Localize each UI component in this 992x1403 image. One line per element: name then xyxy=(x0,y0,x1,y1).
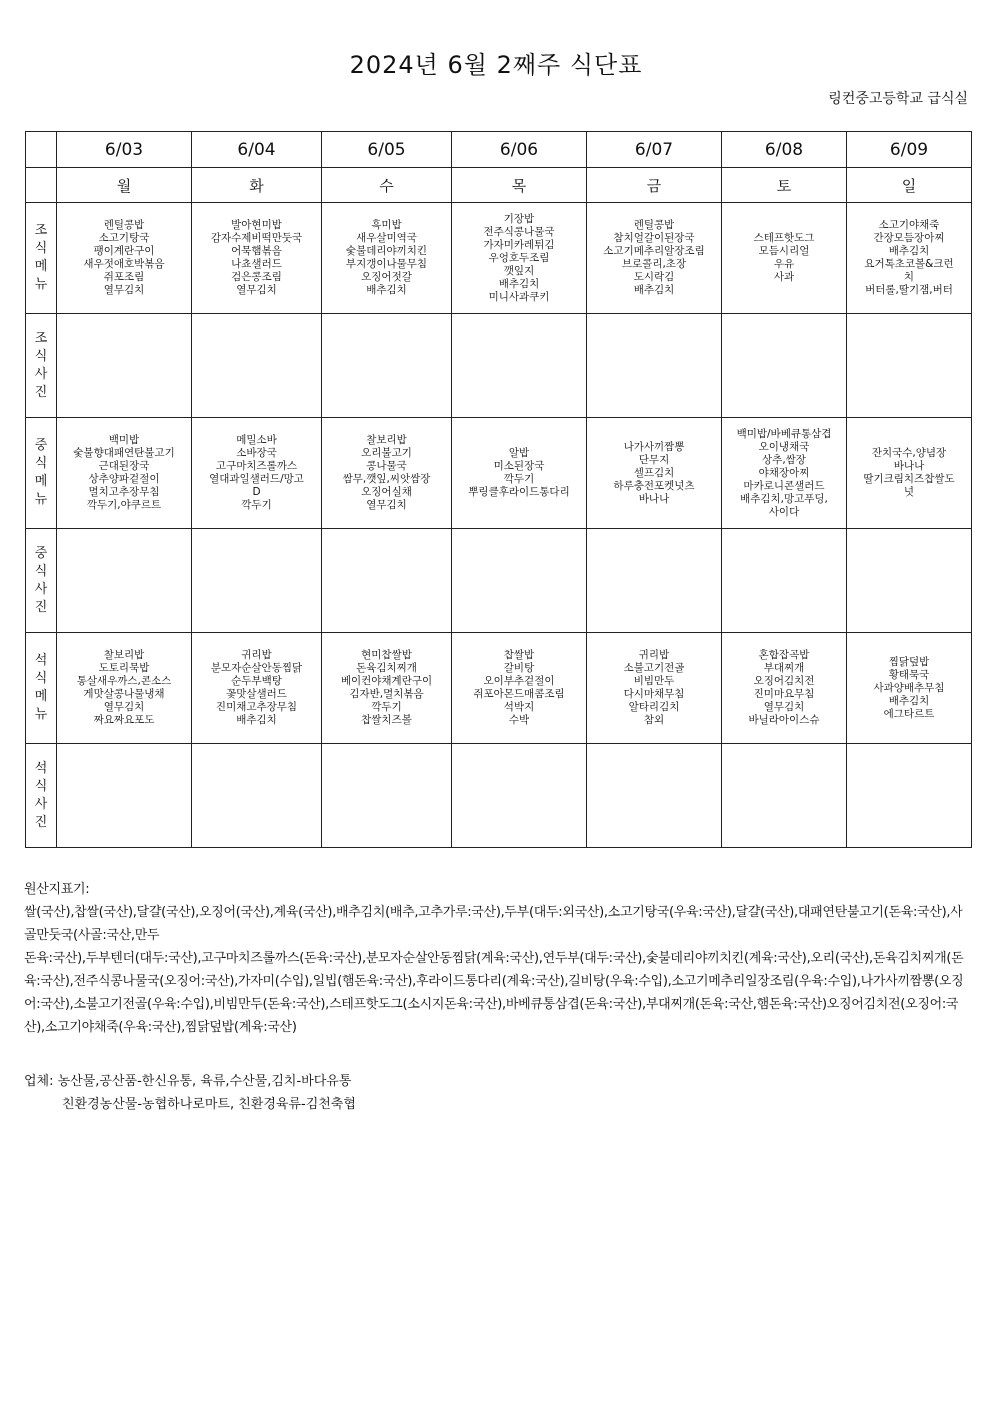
menu-item: 에그타르트 xyxy=(883,707,935,720)
row-label-char: 조 xyxy=(34,330,48,346)
lunch-menu-cell xyxy=(192,418,322,529)
dinner-photo-cell xyxy=(322,744,452,848)
breakfast-menu-cell xyxy=(587,203,722,314)
menu-item: 숯불데리야끼치킨 xyxy=(345,245,428,257)
row-label-char: 사 xyxy=(34,366,48,382)
origin-line: 돈육:국산),두부텐더(대두:국산),고구마치즈롤까스(돈육:국산),분모자순살안동찜닭(계육:국산),연두부(대두:국산),숯불데리야끼치킨(계육:국산),오리(국산),돈육김치찌개(돈육:국산),전주식콩나물국(오징어:국산),가자미(수입),일빕(햄돈육:국산),후라이드통다리(계육:국산),길비탕(우육:수입),소고기메추리일장조림(우육:수입),나가사끼짬뽕(오징어:국산),소불고기전골(우육:수입),비빔만두(돈육:국산),스테프핫도그(소시지돈육:국산),바베큐통삼겹(돈육:국산),부대찌개(돈육:국산,햄돈육:국산)오징어김치전(오징어:국산),소고기야채죽(우육:국산),찜닭덮밥(계육:국산) xyxy=(24,951,964,1035)
menu-item: 단무지 xyxy=(638,453,670,466)
menu-item: 알밥 xyxy=(508,447,530,459)
origin-line: 쌀(국산),찹쌀(국산),달걀(국산),오징어(국산),계육(국산),배추김치(배추,고추가루:국산),두부(대두:외국산),소고기탕국(우육:국산),달걀(국산),대패연탄불고기(돈육:국산),사골만둣국(사골:국산,만두 xyxy=(24,905,963,943)
menu-item: 바나나 xyxy=(638,492,670,505)
day-row xyxy=(26,168,972,203)
row-label-char: 식 xyxy=(34,778,48,794)
lunch-menu-cell xyxy=(847,418,972,529)
menu-item: 요거톡초코볼&크런 xyxy=(864,258,954,270)
menu-item: 짜요짜요포도 xyxy=(93,714,155,726)
menu-item: 알타리김치 xyxy=(628,701,680,713)
row-label xyxy=(26,529,57,633)
menu-item: D xyxy=(252,486,261,498)
dinner-menu-cell xyxy=(57,633,192,744)
menu-item: 나가사끼짬뽕 xyxy=(623,440,685,453)
vendor-line: 친환경농산물-농협하나로마트, 친환경육류-김천축협 xyxy=(62,1097,356,1112)
menu-item: 열무김치 xyxy=(366,499,407,511)
row-label-char: 중 xyxy=(34,438,48,453)
date-cell: 6/05 xyxy=(322,132,452,168)
menu-item: 흑미밥 xyxy=(371,219,402,231)
menu-item: 검은콩조림 xyxy=(231,271,282,283)
menu-item: 백미밥/바베큐통삼겹 xyxy=(736,427,832,440)
menu-item: 귀리밥 xyxy=(241,649,272,661)
menu-item: 석박지 xyxy=(503,701,535,713)
day-cell: 일 xyxy=(847,168,972,203)
menu-item: 깍두기 xyxy=(241,499,272,511)
dinner-menu-cell xyxy=(722,633,847,744)
row-label-char: 메 xyxy=(34,689,48,704)
dinner-photo-cell xyxy=(57,744,192,848)
lunch-photo-cell xyxy=(322,529,452,633)
menu-item: 딸기크림치즈찹쌀도 xyxy=(863,473,955,485)
breakfast-photo-cell xyxy=(587,314,722,418)
dinner-menu-cell xyxy=(322,633,452,744)
lunch-photo-cell xyxy=(192,529,322,633)
menu-item: 소바장국 xyxy=(236,447,277,459)
menu-item: 오리불고기 xyxy=(361,447,412,459)
menu-item: 소고기야채죽 xyxy=(878,219,940,231)
menu-item: 셀프김치 xyxy=(633,466,675,479)
menu-item: 쥐포아몬드매콤조림 xyxy=(473,688,565,700)
menu-item: 치 xyxy=(903,271,915,283)
row-label-char: 석 xyxy=(34,653,48,668)
breakfast-photo-cell xyxy=(57,314,192,418)
day-cell: 금 xyxy=(587,168,722,203)
page-title: 2024년 6월 2째주 식단표 xyxy=(349,51,643,79)
menu-item: 다시마채무침 xyxy=(623,688,685,700)
menu-item: 우유 xyxy=(773,258,795,270)
menu-item: 상추양파겉절이 xyxy=(88,473,160,485)
lunch-photo-cell xyxy=(847,529,972,633)
day-cell: 화 xyxy=(192,168,322,203)
dinner-photo-cell xyxy=(587,744,722,848)
menu-item: 귀리밥 xyxy=(638,649,670,661)
dinner-photo-cell xyxy=(192,744,322,848)
row-label-char: 식 xyxy=(34,348,48,364)
menu-item: 비빔만두 xyxy=(633,675,675,687)
menu-item: 넛 xyxy=(903,486,915,498)
breakfast-menu-cell xyxy=(57,203,192,314)
menu-item: 콩나물국 xyxy=(366,460,407,472)
menu-item: 도토리묵밥 xyxy=(98,662,150,674)
menu-item: 게맛살콩나물냉채 xyxy=(83,688,165,700)
menu-item: 멸치고추장무침 xyxy=(88,486,160,498)
breakfast-menu-cell xyxy=(322,203,452,314)
menu-item: 하루충전포켓넛츠 xyxy=(613,479,695,492)
dinner-photo-cell xyxy=(452,744,587,848)
menu-item: 배추김치,망고푸딩, xyxy=(740,492,828,505)
menu-item: 진미마요무침 xyxy=(753,688,815,700)
menu-item: 베이컨야채계란구이 xyxy=(340,675,433,687)
row-label-char: 뉴 xyxy=(34,277,48,292)
dinner-menu-cell xyxy=(587,633,722,744)
day-cell: 목 xyxy=(452,168,587,203)
menu-item: 사이다 xyxy=(768,505,800,518)
date-cell: 6/09 xyxy=(847,132,972,168)
menu-item: 배추김치 xyxy=(633,284,675,296)
menu-item: 감자수제비떡만둣국 xyxy=(210,232,303,244)
row-label-char: 식 xyxy=(34,241,48,256)
menu-item: 간장모듬장아찌 xyxy=(873,232,945,244)
date-row xyxy=(26,132,972,168)
menu-item: 쌈무,깻잎,씨앗쌈장 xyxy=(342,473,431,485)
menu-item: 수박 xyxy=(508,714,530,726)
lunch-photo-cell xyxy=(57,529,192,633)
menu-item: 열무김치 xyxy=(236,284,277,296)
menu-item: 메밀소바 xyxy=(236,434,277,446)
menu-item: 배추김치 xyxy=(236,714,277,726)
menu-item: 오징어김치전 xyxy=(753,675,815,687)
row-label-char: 식 xyxy=(34,671,48,686)
menu-item: 렌틸콩밥 xyxy=(103,219,145,231)
menu-item: 모듬시리얼 xyxy=(758,245,810,257)
day-cell: 토 xyxy=(722,168,847,203)
menu-item: 렌틸콩밥 xyxy=(633,219,675,231)
dinner-photo-cell xyxy=(847,744,972,848)
row-label-char: 석 xyxy=(34,760,48,776)
menu-item: 쥐포조림 xyxy=(103,271,145,283)
row-label-char: 사 xyxy=(34,796,48,812)
menu-item: 스테프핫도그 xyxy=(753,232,815,244)
origin-heading: 원산지표기: xyxy=(24,882,90,897)
lunch-menu-cell xyxy=(57,418,192,529)
menu-item: 야채장아찌 xyxy=(758,466,810,479)
menu-item: 분모자순살안동찜닭 xyxy=(210,662,303,674)
menu-item: 찜닭덮밥 xyxy=(888,655,930,668)
menu-item: 전주식콩나물국 xyxy=(483,225,555,238)
row-label xyxy=(26,418,57,529)
date-cell: 6/06 xyxy=(452,132,587,168)
menu-item: 오징어실채 xyxy=(361,486,412,498)
menu-item: 상추,쌈장 xyxy=(762,453,806,466)
menu-item: 찹쌀치즈볼 xyxy=(361,714,412,726)
menu-item: 소불고기전골 xyxy=(623,662,685,674)
row-label xyxy=(26,744,57,848)
date-cell: 6/08 xyxy=(722,132,847,168)
menu-item: 잔치국수,양념장 xyxy=(871,447,947,459)
row-label xyxy=(26,203,57,314)
day-cell: 수 xyxy=(322,168,452,203)
row-label-char: 진 xyxy=(34,384,48,400)
vendor-line: 업체: 농산물,공산품-한신유통, 육류,수산물,김치-바다유통 xyxy=(24,1074,352,1089)
menu-item: 버터롤,딸기잼,버터 xyxy=(865,284,953,296)
menu-item: 미니사과쿠키 xyxy=(488,290,550,303)
menu-item: 우엉호두조림 xyxy=(488,251,550,264)
lunch-photo-cell xyxy=(587,529,722,633)
menu-item: 진미채고추장무침 xyxy=(215,701,298,713)
menu-item: 소고기탕국 xyxy=(98,232,150,244)
menu-item: 열무김치 xyxy=(763,701,805,713)
menu-item: 브로콜리,초장 xyxy=(621,258,687,270)
menu-item: 현미찹쌀밥 xyxy=(361,649,412,661)
row-label-char: 메 xyxy=(34,259,48,274)
menu-item: 나쵸샐러드 xyxy=(231,258,282,270)
menu-item: 소고기메추리알장조림 xyxy=(603,245,705,257)
menu-item: 열무김치 xyxy=(103,701,145,713)
menu-table xyxy=(25,131,972,848)
origin-notes xyxy=(24,878,969,1039)
menu-item: 꽃맛살샐러드 xyxy=(226,688,287,700)
lunch-menu-cell xyxy=(722,418,847,529)
row-label-char: 사 xyxy=(34,581,48,597)
vendor-notes xyxy=(24,1070,356,1116)
dinner-menu-cell xyxy=(847,633,972,744)
row-label-char: 식 xyxy=(34,563,48,579)
menu-item: 오징어젓갈 xyxy=(361,271,412,283)
menu-item: 열무김치 xyxy=(103,284,145,296)
menu-item: 깍두기 xyxy=(371,701,402,713)
menu-item: 깍두기 xyxy=(503,473,535,485)
row-label-char: 진 xyxy=(34,814,48,830)
menu-item: 바나나 xyxy=(893,460,925,472)
menu-item: 배추김치 xyxy=(498,277,540,290)
lunch-photo-cell xyxy=(722,529,847,633)
date-cell: 6/04 xyxy=(192,132,322,168)
menu-item: 황태묵국 xyxy=(888,668,930,681)
row-label-char: 뉴 xyxy=(34,492,48,507)
menu-item: 통살새우까스,콘소스 xyxy=(76,675,172,687)
menu-item: 백미밥 xyxy=(108,434,140,446)
lunch-menu-cell xyxy=(452,418,587,529)
row-label-char: 메 xyxy=(34,474,48,489)
menu-item: 참치얼갈이된장국 xyxy=(613,232,695,244)
row-label xyxy=(26,314,57,418)
menu-item: 가자미카레튀김 xyxy=(483,238,555,251)
day-cell: 월 xyxy=(57,168,192,203)
breakfast-photo-cell xyxy=(322,314,452,418)
lunch-menu-cell xyxy=(587,418,722,529)
breakfast-photo-cell xyxy=(722,314,847,418)
menu-item: 열대과일샐러드/망고 xyxy=(209,473,304,485)
menu-item: 혼합잡곡밥 xyxy=(758,649,810,661)
row-label-char: 식 xyxy=(34,456,48,471)
dinner-menu-cell xyxy=(192,633,322,744)
breakfast-menu-row xyxy=(26,203,972,314)
menu-item: 찹쌀밥 xyxy=(503,649,535,661)
menu-item: 사과양배추무침 xyxy=(873,681,945,694)
row-label-char: 조 xyxy=(34,223,48,238)
menu-item: 갈비탕 xyxy=(503,662,535,674)
menu-item: 바닐라아이스슈 xyxy=(748,714,820,726)
menu-item: 근대된장국 xyxy=(98,460,150,472)
lunch-photo-row xyxy=(26,529,972,633)
menu-item: 돈육김치찌개 xyxy=(356,662,417,674)
breakfast-menu-cell xyxy=(847,203,972,314)
menu-item: 발아현미밥 xyxy=(231,219,282,231)
breakfast-photo-cell xyxy=(452,314,587,418)
menu-item: 기장밥 xyxy=(503,212,535,225)
menu-item: 김자반,멸치볶음 xyxy=(349,688,424,700)
menu-item: 찰보리밥 xyxy=(366,434,407,446)
lunch-menu-row xyxy=(26,418,972,529)
menu-item: 배추김치 xyxy=(888,694,930,707)
dinner-photo-cell xyxy=(722,744,847,848)
dinner-photo-row xyxy=(26,744,972,848)
menu-item: 마카로니콘샐러드 xyxy=(743,479,825,492)
menu-item: 부지갱이나물무침 xyxy=(345,258,428,270)
menu-item: 고구마치즈롤까스 xyxy=(215,460,298,472)
menu-item: 숯불향대패연탄불고기 xyxy=(73,447,175,459)
menu-item: 어묵햄볶음 xyxy=(231,245,282,257)
menu-item: 참외 xyxy=(643,714,665,726)
menu-item: 오이부추겉절이 xyxy=(483,675,555,687)
menu-item: 새우젓애호박볶음 xyxy=(83,258,165,270)
date-cell: 6/07 xyxy=(587,132,722,168)
school-name: 링컨중고등학교 급식실 xyxy=(828,91,968,107)
menu-item: 부대찌개 xyxy=(763,662,805,674)
menu-item: 순두부백탕 xyxy=(231,675,282,687)
menu-item: 배추김치 xyxy=(888,245,930,257)
breakfast-photo-row xyxy=(26,314,972,418)
date-cell: 6/03 xyxy=(57,132,192,168)
menu-item: 뿌링클후라이드통다리 xyxy=(468,486,570,498)
dinner-menu-row xyxy=(26,633,972,744)
lunch-photo-cell xyxy=(452,529,587,633)
breakfast-photo-cell xyxy=(192,314,322,418)
row-label-char: 뉴 xyxy=(34,707,48,722)
breakfast-photo-cell xyxy=(847,314,972,418)
breakfast-menu-cell xyxy=(722,203,847,314)
row-label-char: 중 xyxy=(34,545,48,561)
menu-item: 새우살미역국 xyxy=(356,232,417,244)
menu-item: 찰보리밥 xyxy=(103,649,145,661)
menu-item: 배추김치 xyxy=(366,284,407,296)
menu-item: 미소된장국 xyxy=(493,460,545,472)
menu-item: 도시락김 xyxy=(633,271,675,283)
dinner-menu-cell xyxy=(452,633,587,744)
breakfast-menu-cell xyxy=(192,203,322,314)
breakfast-menu-cell xyxy=(452,203,587,314)
menu-item: 오이냉채국 xyxy=(758,440,810,453)
menu-item: 깻잎지 xyxy=(503,264,535,277)
menu-item: 깍두기,야쿠르트 xyxy=(86,499,162,511)
row-label xyxy=(26,633,57,744)
row-label-char: 진 xyxy=(34,599,48,615)
menu-item: 팽이계란구이 xyxy=(93,245,155,257)
lunch-menu-cell xyxy=(322,418,452,529)
menu-item: 사과 xyxy=(773,271,795,283)
